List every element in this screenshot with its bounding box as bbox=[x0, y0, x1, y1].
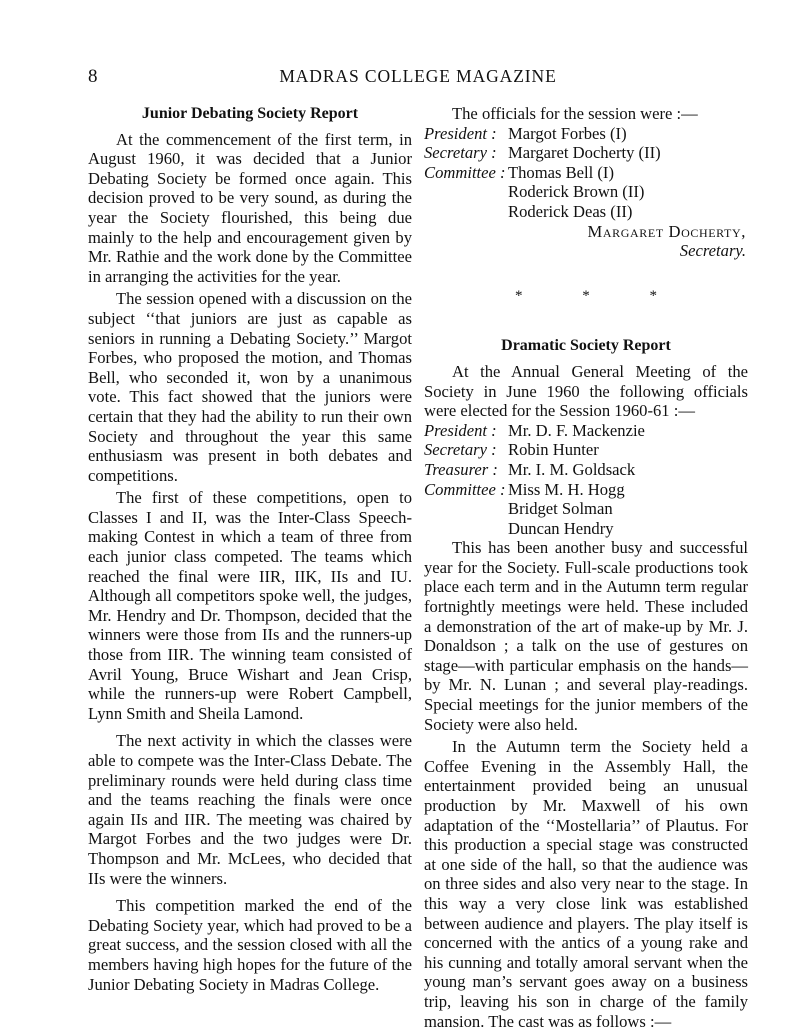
junior-officials-list bbox=[424, 124, 748, 222]
official-name: Bridget Solman bbox=[508, 499, 613, 519]
official-name: Mr. D. F. Mackenzie bbox=[508, 420, 645, 440]
junior-debating-paragraph-3: The first of these competitions, open to Classes I and II, was the Inter-Class Speech-making Contest in which a team of three from each junior class competed. The teams which reached the final were IIR, IIK, IIs and IU. Although all competitors spoke well, the judges, Mr. Hendry and Dr. Thompson, decided that the winners were those from IIs and the runners-up those from IIR. The winning team consisted of Avril Young, Bruce Wishart and Jean Crisp, while the runners-up were Robert Campbell, Lynn Smith and Sheila Lamond. bbox=[88, 488, 412, 723]
right-column bbox=[424, 104, 748, 1034]
junior-officials-intro: The officials for the session were :— bbox=[452, 104, 698, 123]
official-row bbox=[424, 202, 748, 222]
official-role bbox=[424, 519, 508, 539]
official-name: Margaret Docherty (II) bbox=[508, 143, 661, 163]
official-role bbox=[424, 499, 508, 519]
magazine-title: MADRAS COLLEGE MAGAZINE bbox=[279, 66, 557, 86]
official-role: Secretary : bbox=[424, 143, 497, 163]
junior-debating-paragraph-1: At the commencement of the first term, in August 1960, it was decided that a Junior Debating Society be formed once again. This decision proved to be very sound, as during the year the Society flourished, this being due mainly to the help and encouragement given by Mr. Rathie and the work done by the Committee in arranging the activities for the year. bbox=[88, 129, 412, 286]
official-row bbox=[424, 499, 748, 519]
official-role: Treasurer : bbox=[424, 459, 498, 479]
junior-debating-heading: Junior Debating Society Report bbox=[141, 105, 359, 122]
official-name: Thomas Bell (I) bbox=[508, 162, 614, 182]
official-row bbox=[424, 519, 748, 539]
official-role: President : bbox=[424, 420, 497, 440]
official-row bbox=[424, 460, 748, 480]
page-header bbox=[88, 66, 748, 90]
official-role: Committee : bbox=[424, 479, 506, 499]
junior-signature bbox=[424, 222, 748, 261]
junior-debating-paragraph-5: This competition marked the end of the Debating Society year, which had proved to be a great success, and the session closed with all the members having high hopes for the future of the Junior Debating Society in Madras College. bbox=[88, 896, 412, 994]
official-name: Roderick Deas (II) bbox=[508, 201, 633, 221]
official-row bbox=[424, 440, 748, 460]
dramatic-heading: Dramatic Society Report bbox=[501, 337, 671, 355]
signature-name: Margaret Docherty, bbox=[587, 221, 746, 241]
official-row bbox=[424, 124, 748, 144]
dramatic-paragraph-1: This has been another busy and successful year for the Society. Full-scale productions took place each term and in the Autumn term regular fortnightly meetings were held. These included a demonstration of the art of make-up by Mr. J. Donaldson ; a talk on the use of gestures on stage—with particular emphasis on the hands—by Mr. N. Lunan ; and several play-readings. Special meetings for the junior members of the Society were also held. bbox=[424, 538, 748, 734]
official-role: President : bbox=[424, 123, 497, 143]
official-row bbox=[424, 182, 748, 202]
page-number: 8 bbox=[88, 66, 98, 87]
official-role: Committee : bbox=[424, 162, 506, 182]
dramatic-paragraph-2: In the Autumn term the Society held a Coffee Evening in the Assembly Hall, the entertainment provided being an unusual production by Mr. Maxwell of his own adaptation of the ‘‘Mostellaria’’ of Plautus. For this production a special stage was constructed at one side of the hall, so that the audience was on three sides and also very near to the stage. In this way a very close link was established between audience and players. The play itself is concerned with the antics of a young rake and his cunning and totally amoral servant when the young man’s servant goes away on a business trip, leaving his son in charge of the family mansion. The cast was as follows :— bbox=[424, 737, 748, 1031]
junior-debating-paragraph-4: The next activity in which the classes were able to compete was the Inter-Class Debate. The preliminary rounds were held during class time and the teams reaching the finals were once again IIs and IIR. The meeting was chaired by Margot Forbes and the two judges were Dr. Thompson and Mr. McLees, who decided that IIs were the winners. bbox=[88, 731, 412, 888]
official-name: Robin Hunter bbox=[508, 440, 599, 460]
official-role: Secretary : bbox=[424, 440, 497, 460]
official-role bbox=[424, 202, 508, 222]
official-row bbox=[424, 421, 748, 441]
official-row bbox=[424, 480, 748, 500]
signature-title: Secretary. bbox=[679, 241, 746, 261]
official-row bbox=[424, 143, 748, 163]
dramatic-officials-list bbox=[424, 421, 748, 539]
official-row bbox=[424, 163, 748, 183]
junior-debating-paragraph-2: The session opened with a discussion on the subject ‘‘that juniors are just as capable as seniors in running a Debating Society.’’ Margot Forbes, who proposed the motion, and Thomas Bell, who seconded it, won by a unanimous vote. This fact showed that the juniors were certain that they had the ability to run their own Society and throughout the year this same enthusiasm was present in both debates and competitions. bbox=[88, 289, 412, 485]
official-name: Duncan Hendry bbox=[508, 518, 614, 538]
official-name: Mr. I. M. Goldsack bbox=[508, 459, 636, 479]
dramatic-intro: At the Annual General Meeting of the Society in June 1960 the following officials were elected for the Session 1960-61 :— bbox=[424, 361, 748, 421]
official-name: Roderick Brown (II) bbox=[508, 182, 645, 202]
section-separator: * * * bbox=[515, 287, 685, 304]
left-column bbox=[88, 104, 412, 997]
official-role bbox=[424, 182, 508, 202]
official-name: Miss M. H. Hogg bbox=[508, 479, 625, 499]
official-name: Margot Forbes (I) bbox=[508, 123, 627, 143]
